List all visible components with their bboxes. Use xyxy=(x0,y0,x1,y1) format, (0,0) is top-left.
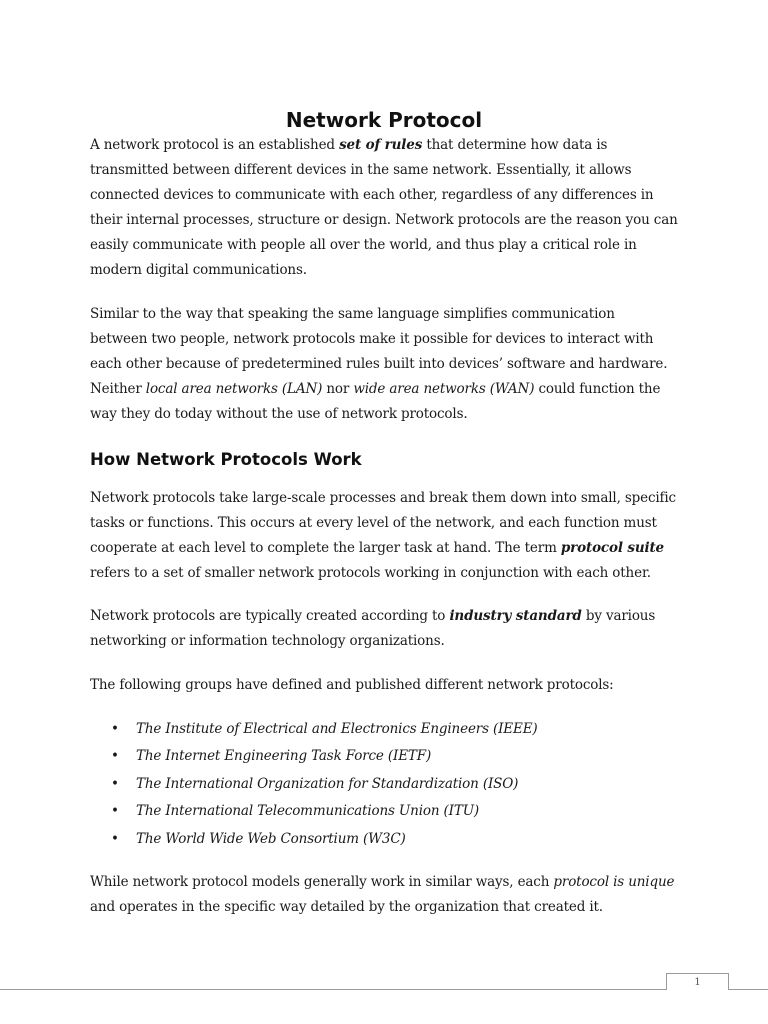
bullet-icon: • xyxy=(111,775,119,792)
paragraph-line: transmitted between different devices in the same network. Essentially, it allows xyxy=(90,162,632,178)
comparison-paragraph xyxy=(90,302,690,427)
bullet-icon: • xyxy=(111,830,119,847)
paragraph-line: Network protocols are typically created according to industry standard by various xyxy=(90,608,656,624)
emphasis-industry-standard: industry standard xyxy=(449,608,582,624)
paragraph-line: their internal processes, structure or design. Network protocols are the reason you can xyxy=(90,212,678,228)
list-item: • The International Telecommunications Union (ITU) xyxy=(90,798,538,825)
section-heading: How Network Protocols Work xyxy=(90,450,362,469)
paragraph-line: Neither local area networks (LAN) nor wide area networks (WAN) could function the xyxy=(90,381,661,397)
paragraph-line: and operates in the specific way detailed by the organization that created it. xyxy=(90,899,603,915)
emphasis-protocol-is-unique: protocol is unique xyxy=(553,874,675,890)
paragraph-line: networking or information technology organizations. xyxy=(90,633,445,649)
paragraph-line: Similar to the way that speaking the same language simplifies communication xyxy=(90,306,615,322)
bullet-icon: • xyxy=(111,721,119,737)
how-it-works-paragraph xyxy=(90,486,690,586)
emphasis-set-of-rules: set of rules xyxy=(339,137,423,153)
paragraph-line: cooperate at each level to complete the larger task at hand. The term protocol suite xyxy=(90,540,664,556)
list-item: • The Internet Engineering Task Force (IETF) xyxy=(90,743,538,770)
footer-divider xyxy=(0,989,768,990)
list-item: • The International Organization for Standardization (ISO) xyxy=(90,771,538,798)
page-number: 1 xyxy=(666,973,729,990)
organizations-list xyxy=(90,716,538,853)
paragraph-line: each other because of predetermined rules built into devices’ software and hardware. xyxy=(90,356,668,372)
paragraph-line: Network protocols take large-scale processes and break them down into small, specific xyxy=(90,490,676,506)
intro-paragraph xyxy=(90,133,690,283)
paragraph-line: way they do today without the use of network protocols. xyxy=(90,406,468,422)
paragraph-line: A network protocol is an established set of rules that determine how data is xyxy=(90,137,608,153)
paragraph-line: modern digital communications. xyxy=(90,262,307,278)
emphasis-wan: wide area networks (WAN) xyxy=(353,381,535,397)
paragraph-line: tasks or functions. This occurs at every level of the network, and each function must xyxy=(90,515,657,531)
groups-intro-paragraph xyxy=(90,673,690,698)
bullet-icon: • xyxy=(111,748,119,765)
closing-paragraph xyxy=(90,870,690,920)
standards-paragraph xyxy=(90,604,690,654)
list-item: • The World Wide Web Consortium (W3C) xyxy=(90,826,538,853)
emphasis-protocol-suite: protocol suite xyxy=(560,540,664,556)
paragraph-line: connected devices to communicate with each other, regardless of any differences in xyxy=(90,187,654,203)
emphasis-lan: local area networks (LAN) xyxy=(145,381,323,397)
paragraph-line: between two people, network protocols make it possible for devices to interact with xyxy=(90,331,654,347)
paragraph-line: refers to a set of smaller network protocols working in conjunction with each other. xyxy=(90,565,651,581)
bullet-icon: • xyxy=(111,803,119,820)
paragraph-line: While network protocol models generally work in similar ways, each protocol is unique xyxy=(90,874,675,890)
paragraph-line: The following groups have defined and published different network protocols: xyxy=(90,677,614,693)
list-item: • The Institute of Electrical and Electronics Engineers (IEEE) xyxy=(90,716,538,743)
document-title: Network Protocol xyxy=(285,108,483,133)
paragraph-line: easily communicate with people all over the world, and thus play a critical role in xyxy=(90,237,637,253)
